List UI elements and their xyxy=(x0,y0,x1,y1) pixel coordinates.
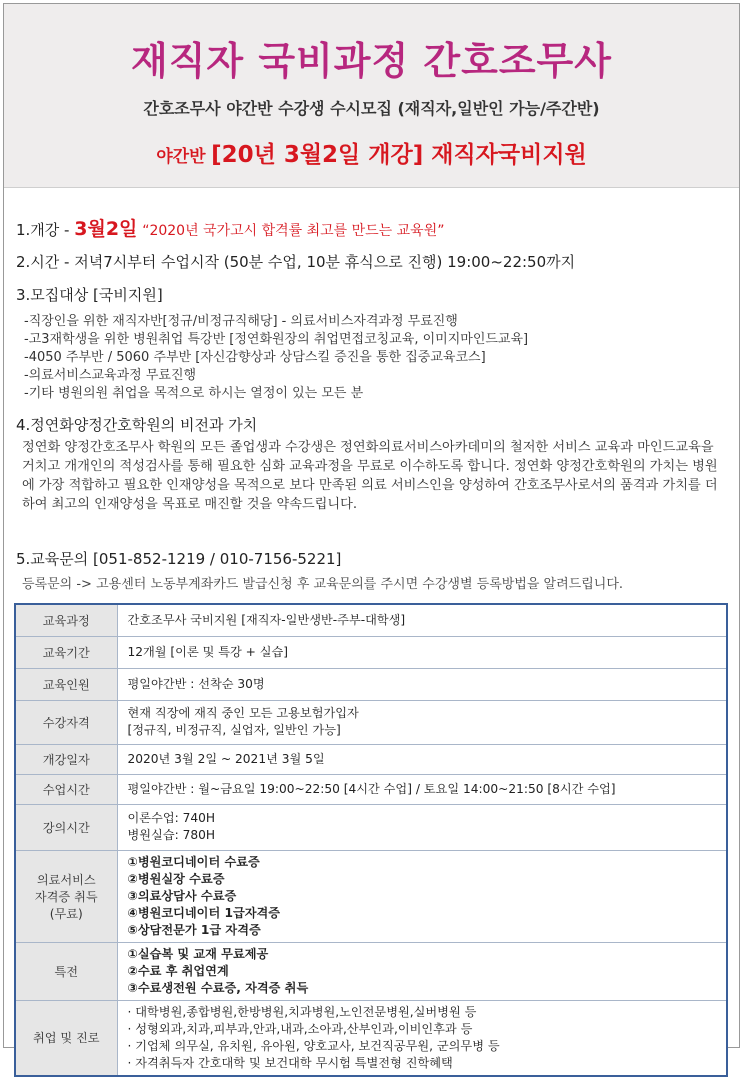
row-label: 취업 및 진로 xyxy=(15,1000,117,1076)
row-value xyxy=(117,850,727,942)
value-line: ③의료상담사 수료증 xyxy=(127,888,237,903)
value-line: ⑤상담전문가 1급 자격증 xyxy=(127,922,261,937)
row-value: 간호조무사 국비지원 [재직자-일반생반-주부-대학생] xyxy=(117,604,727,636)
table-row xyxy=(15,668,727,700)
value-line: [정규직, 비정규직, 실업자, 일반인 가능] xyxy=(127,723,341,737)
target-item: -4050 주부반 / 5060 주부반 [자신감향상과 상담스킬 증진을 통한 집중교육코스] xyxy=(24,350,486,365)
target-item: -의료서비스교육과정 무료진행 xyxy=(24,368,197,383)
value-line: · 기업체 의무실, 유치원, 유아원, 양호교사, 보건직공무원, 군의무병 등 xyxy=(127,1038,500,1053)
label-line: (무료) xyxy=(49,906,83,921)
row-label: 수강자격 xyxy=(15,700,117,744)
label-line: 자격증 취득 xyxy=(34,889,98,904)
vision-paragraph: 정연화 양정간호조무사 학원의 모든 졸업생과 수강생은 정연화의료서비스아카데미의 철저한 서비스 교육과 마인드교육을 거치고 개개인의 적성검사를 통해 필요한 심화 교육과정을 무료로 이수하도록 합니다. 정연화 양정간호학원의 가치는 병원에 가장 적합하고 필요한 인재양성을 목적으로 보다 만족된 의료 서비스인을 양성하여 간호조무사로서의 품격과 가치를 더하여 최고의 인재양성을 목표로 매진할 것을 약속드립니다. xyxy=(22,440,718,512)
section-2-time: 2.시간 - 저녁7시부터 수업시작 (50분 수업, 10분 휴식으로 진행) 19:00~22:50까지 xyxy=(16,253,576,271)
value-line: ③수료생전원 수료증, 자격증 취득 xyxy=(127,980,309,995)
course-info-table xyxy=(14,603,728,1077)
table-row xyxy=(15,804,727,850)
row-label: 수업시간 xyxy=(15,774,117,804)
table-row xyxy=(15,850,727,942)
row-value xyxy=(117,1000,727,1076)
row-value: 12개월 [이론 및 특강 + 실습] xyxy=(117,636,727,668)
row-value xyxy=(117,942,727,1000)
row-label: 교육인원 xyxy=(15,668,117,700)
section-1-opening xyxy=(16,214,444,241)
table-row xyxy=(15,700,727,744)
target-item: -직장인을 위한 재직자반[정규/비정규직해당] - 의료서비스자격과정 무료진행 xyxy=(24,314,458,329)
value-line: · 성형외과,치과,피부과,안과,내과,소아과,산부인과,이비인후과 등 xyxy=(127,1021,473,1036)
row-value: 평일야간반 : 월~금요일 19:00~22:50 [4시간 수업] / 토요일 14:00~21:50 [8시간 수업] xyxy=(117,774,727,804)
row-label: 교육기간 xyxy=(15,636,117,668)
table-row xyxy=(15,744,727,774)
page-title: 재직자 국비과정 간호조무사 xyxy=(131,39,612,83)
header-banner xyxy=(4,4,739,188)
table-row xyxy=(15,1000,727,1076)
value-line: · 자격취득자 간호대학 및 보건대학 무시험 특별전형 진학혜택 xyxy=(127,1055,453,1070)
opening-highlight xyxy=(4,136,739,169)
row-label xyxy=(15,850,117,942)
value-line: ④병원코디네이터 1급자격증 xyxy=(127,905,281,920)
value-line: 병원실습: 780H xyxy=(127,828,215,842)
row-value: 평일야간반 : 선착순 30명 xyxy=(117,668,727,700)
highlight-main: [20년 3월2일 개강] 재직자국비지원 xyxy=(211,142,587,168)
section-1-label: 1.개강 - xyxy=(16,221,75,239)
section-4-title: 4.정연화양정간호학원의 비전과 가치 xyxy=(16,416,258,434)
value-line: ①실습복 및 교재 무료제공 xyxy=(127,946,269,961)
value-line: ①병원코디네이터 수료증 xyxy=(127,854,260,869)
opening-date: 3월2일 xyxy=(74,218,138,240)
page-subtitle: 간호조무사 야간반 수강생 수시모집 (재직자,일반인 가능/주간반) xyxy=(143,99,600,118)
value-line: · 대학병원,종합병원,한방병원,치과병원,노인전문병원,실버병원 등 xyxy=(127,1004,477,1019)
target-item: -고3재학생을 위한 병원취업 특강반 [정연화원장의 취업면접코칭교육, 이미지마인드교육] xyxy=(24,332,529,347)
row-label: 강의시간 xyxy=(15,804,117,850)
section-5-contact: 5.교육문의 [051-852-1219 / 010-7156-5221] xyxy=(16,550,342,568)
table-row xyxy=(15,636,727,668)
section-3-title: 3.모집대상 [국비지원] xyxy=(16,286,163,304)
label-line: 의료서비스 xyxy=(36,872,96,887)
opening-quote: “2020년 국가고시 합격률 최고를 만드는 교육원” xyxy=(142,223,445,239)
table-row xyxy=(15,774,727,804)
value-line: ②병원실장 수료증 xyxy=(127,871,225,886)
highlight-prefix: 야간반 xyxy=(156,147,206,167)
row-value xyxy=(117,700,727,744)
value-line: 현재 직장에 재직 중인 모든 고용보험가입자 xyxy=(127,706,359,720)
row-label: 개강일자 xyxy=(15,744,117,774)
target-item: -기타 병원의원 취업을 목적으로 하시는 열정이 있는 모든 분 xyxy=(24,386,364,401)
table-row xyxy=(15,942,727,1000)
row-value: 2020년 3월 2일 ~ 2021년 3월 5일 xyxy=(117,744,727,774)
value-line: 이론수업: 740H xyxy=(127,811,215,825)
value-line: ②수료 후 취업연계 xyxy=(127,963,229,978)
row-label: 교육과정 xyxy=(15,604,117,636)
row-label: 특전 xyxy=(15,942,117,1000)
row-value xyxy=(117,804,727,850)
registration-note: 등록문의 -> 고용센터 노동부계좌카드 발급신청 후 교육문의를 주시면 수강생별 등록방법을 알려드립니다. xyxy=(22,577,624,592)
table-row xyxy=(15,604,727,636)
